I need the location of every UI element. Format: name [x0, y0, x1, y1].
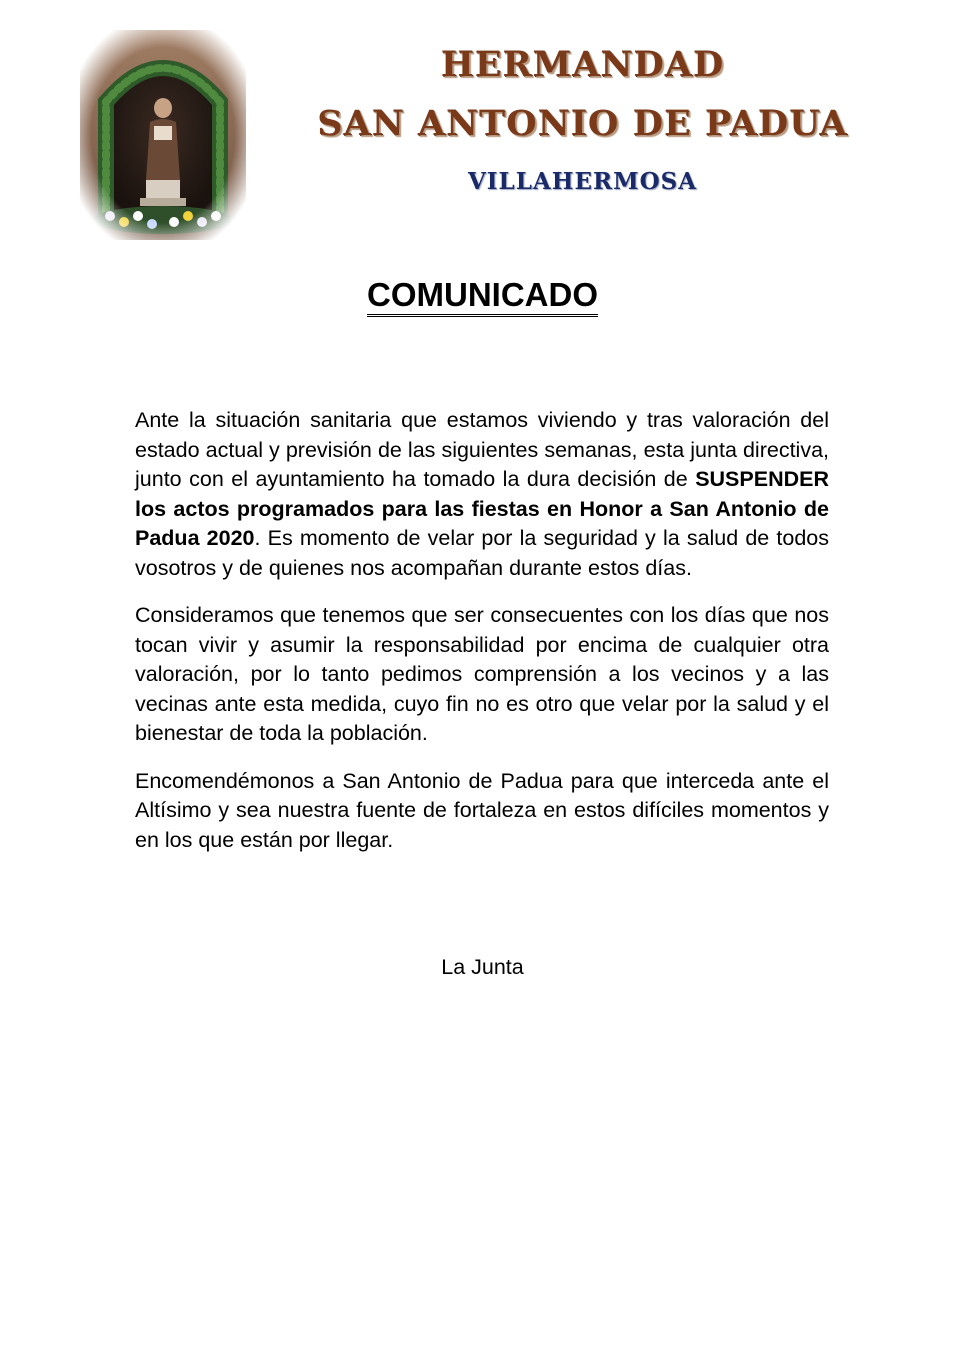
brotherhood-title: HERMANDAD: [440, 44, 725, 85]
paragraph-1-bold: SUSPENDER los actos programados para las fiestas en Honor a San Antonio de Padua 2020: [135, 467, 829, 550]
saint-altar-photo: [80, 30, 246, 240]
paragraph-3: Encomendémonos a San Antonio de Padua para que interceda ante el Altísimo y sea nuestra fuente de fortaleza en estos difíciles momentos y en los que están por llegar.: [135, 768, 829, 852]
document-heading-text: COMUNICADO: [367, 276, 598, 317]
paragraph-1: [135, 406, 829, 583]
paragraph-1-outro: . Es momento de velar por la seguridad y la salud de todos vosotros y de quienes nos acompañan durante estos días.: [135, 526, 830, 580]
paragraph-1-intro: Ante la situación sanitaria que estamos viviendo y tras valoración del estado actual y previsión de las siguientes semanas, esta junta directiva, junto con el ayuntamiento ha tomado la dura decisión de: [135, 408, 829, 491]
document-heading: [0, 276, 965, 317]
saint-name-title: SAN ANTONIO DE PADUA: [317, 103, 848, 144]
document-body: [135, 406, 829, 873]
paragraph-2: Consideramos que tenemos que ser consecuentes con los días que nos tocan vivir y asumir la responsabilidad por encima de cualquier otra valoración, por lo tanto pedimos comprensión a los vecinos y a las vecinas ante esta medida, cuyo fin no es otro que velar por la salud y el bienestar de toda la población.: [135, 603, 829, 745]
location-subtitle: VILLAHERMOSA: [467, 168, 698, 195]
signature: La Junta: [441, 955, 524, 979]
